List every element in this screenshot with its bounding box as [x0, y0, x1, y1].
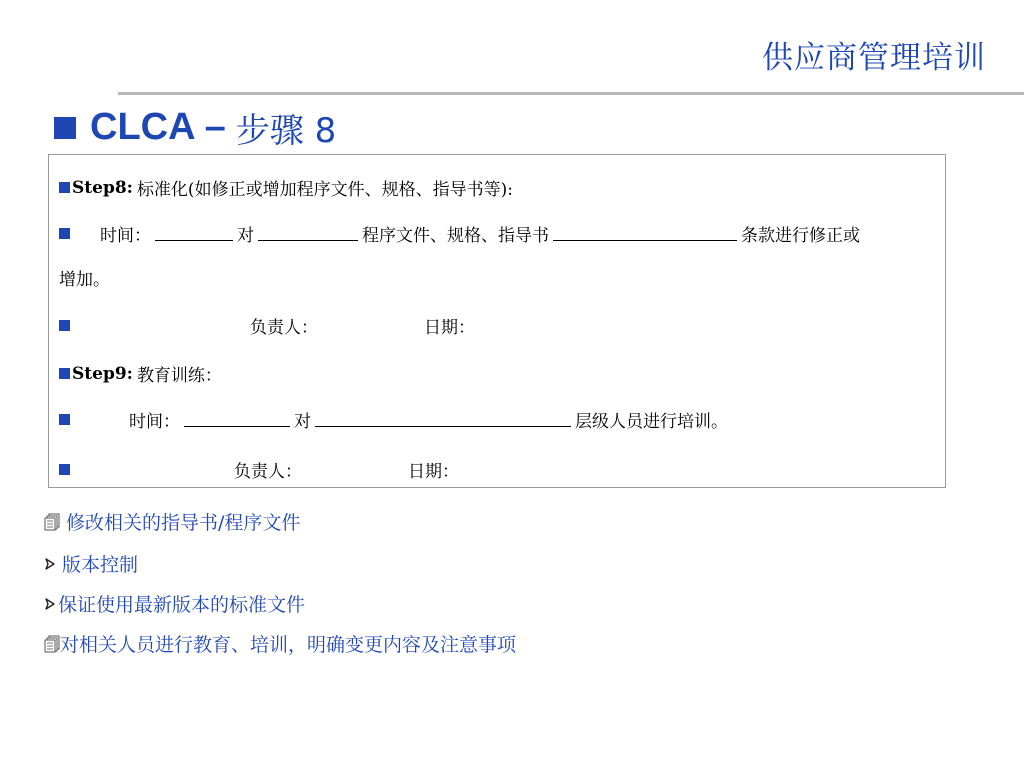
arrow-bullet-icon: [44, 558, 56, 570]
date-label: 日期：: [408, 462, 459, 482]
step9-description: 教育训练：: [136, 366, 222, 386]
clause-blank: [553, 226, 737, 241]
time-label: 时间：: [129, 412, 180, 432]
document-stack-icon: [44, 513, 60, 531]
square-bullet-icon: [59, 368, 70, 379]
list-item-text: 修改相关的指导书/程序文件: [66, 512, 301, 534]
list-item-text: 对相关人员进行教育、培训，明确变更内容及注意事项: [60, 634, 517, 656]
square-bullet-icon: [59, 228, 70, 239]
list-item: [44, 508, 300, 535]
date-label: 日期：: [424, 318, 475, 338]
list-item: [44, 590, 305, 617]
step8-owner-line: [59, 313, 475, 338]
target-blank: [258, 226, 358, 241]
step-box: [48, 154, 946, 488]
time-blank: [184, 412, 290, 427]
slide-title-latin: CLCA –: [90, 106, 226, 148]
time-blank: [155, 226, 233, 241]
training-tail: 层级人员进行培训。: [575, 412, 728, 432]
list-item: [44, 550, 138, 577]
docs-label: 程序文件、规格、指导书: [362, 226, 549, 246]
step9-owner-line: [59, 457, 459, 482]
to-label: 对: [294, 412, 311, 432]
header-divider: [118, 92, 1024, 95]
document-stack-icon: [44, 635, 60, 653]
step8-label: Step8:: [72, 177, 133, 198]
step8-description: 标准化(如修正或增加程序文件、规格、指导书等):: [136, 180, 513, 200]
header-title: 供应商管理培训: [762, 40, 986, 76]
step9-label: Step9:: [72, 363, 133, 384]
step8-continuation-line: [59, 265, 110, 290]
square-bullet-icon: [59, 464, 70, 475]
arrow-bullet-icon: [44, 598, 56, 610]
owner-label: 负责人：: [250, 318, 318, 338]
list-item-text: 版本控制: [62, 554, 139, 576]
owner-label: 负责人：: [234, 462, 302, 482]
square-bullet-icon: [54, 117, 76, 139]
square-bullet-icon: [59, 320, 70, 331]
slide-title: [54, 103, 336, 152]
step8-time-line: [59, 221, 860, 246]
step8-heading-line: [59, 175, 513, 200]
time-label: 时间：: [100, 226, 151, 246]
square-bullet-icon: [59, 182, 70, 193]
step9-time-line: [59, 407, 728, 432]
square-bullet-icon: [59, 414, 70, 425]
step9-heading-line: [59, 361, 222, 386]
list-item-text: 保证使用最新版本的标准文件: [58, 594, 306, 616]
to-label: 对: [237, 226, 254, 246]
continuation-text: 增加。: [59, 270, 110, 290]
clause-tail: 条款进行修正或: [741, 226, 860, 246]
level-blank: [315, 412, 571, 427]
slide-title-cjk: 步骤 8: [235, 111, 337, 151]
list-item: [44, 630, 516, 657]
